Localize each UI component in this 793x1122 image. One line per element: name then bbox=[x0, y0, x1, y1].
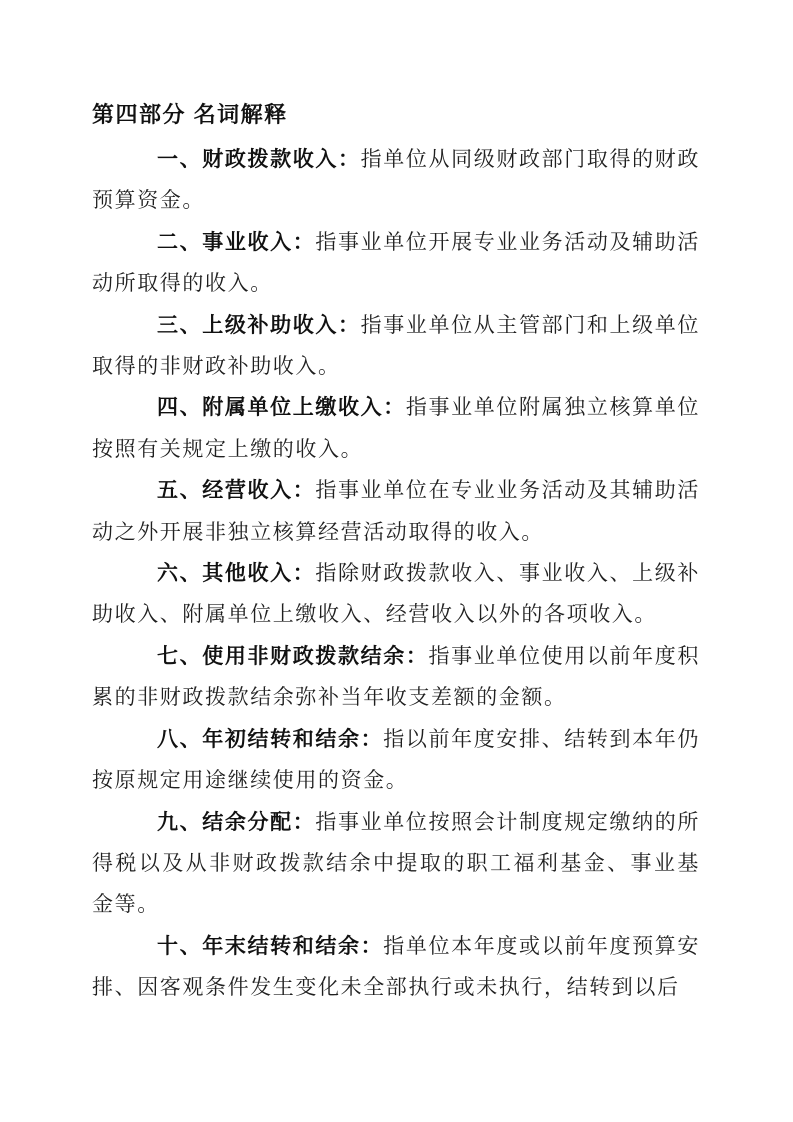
term-lead-8: 八、年初结转和结余： bbox=[157, 726, 384, 751]
term-lead-5: 五、经营收入： bbox=[157, 478, 316, 503]
term-text-4: 指事业单位附属独立核算单位按照有关规定上缴的收入。 bbox=[92, 395, 700, 461]
term-text-2: 指事业单位开展专业业务活动及辅助活动所取得的收入。 bbox=[92, 229, 701, 296]
term-lead-9: 九、结余分配： bbox=[157, 809, 316, 834]
term-lead-1: 一、财政拨款收入： bbox=[157, 147, 361, 171]
term-definition-2 bbox=[92, 222, 700, 305]
term-definition-6 bbox=[92, 553, 700, 636]
term-lead-10: 十、年末结转和结余： bbox=[157, 933, 384, 958]
term-lead-4: 四、附属单位上缴收入： bbox=[157, 395, 406, 420]
term-text-5: 指事业单位在专业业务活动及其辅助活动之外开展非独立核算经营活动取得的收入。 bbox=[92, 478, 701, 544]
term-definition-8 bbox=[92, 719, 700, 802]
term-lead-2: 二、事业收入： bbox=[157, 229, 316, 254]
term-text-1: 指单位从同级财政部门取得的财政预算资金。 bbox=[92, 147, 701, 213]
term-lead-6: 六、其他收入： bbox=[157, 561, 316, 586]
term-definition-1 bbox=[92, 139, 700, 222]
term-text-6: 指除财政拨款收入、事业收入、上级补助收入、附属单位上缴收入、经营收入以外的各项收入。 bbox=[92, 561, 701, 627]
term-definition-9 bbox=[92, 802, 700, 926]
term-lead-7: 七、使用非财政拨款结余： bbox=[157, 643, 429, 668]
term-definition-3 bbox=[92, 305, 700, 388]
term-text-10: 指单位本年度或以前年度预算安排、因客观条件发生变化未全部执行或未执行，结转到以后 bbox=[92, 933, 700, 1000]
term-definition-10 bbox=[92, 926, 700, 1009]
term-definition-4 bbox=[92, 387, 700, 470]
term-text-7: 指事业单位使用以前年度积累的非财政拨款结余弥补当年收支差额的金额。 bbox=[92, 643, 700, 710]
term-text-8: 指以前年度安排、结转到本年仍按原规定用途继续使用的资金。 bbox=[92, 726, 700, 793]
term-definition-7 bbox=[92, 636, 700, 719]
term-text-3: 指事业单位从主管部门和上级单位取得的非财政补助收入。 bbox=[92, 312, 701, 379]
section-heading: 第四部分 名词解释 bbox=[92, 102, 288, 127]
term-lead-3: 三、上级补助收入： bbox=[157, 312, 361, 337]
term-definition-5 bbox=[92, 470, 700, 553]
term-text-9: 指事业单位按照会计制度规定缴纳的所得税以及从非财政拨款结余中提取的职工福利基金、事业基金等。 bbox=[92, 809, 701, 917]
page-content bbox=[92, 94, 700, 1009]
